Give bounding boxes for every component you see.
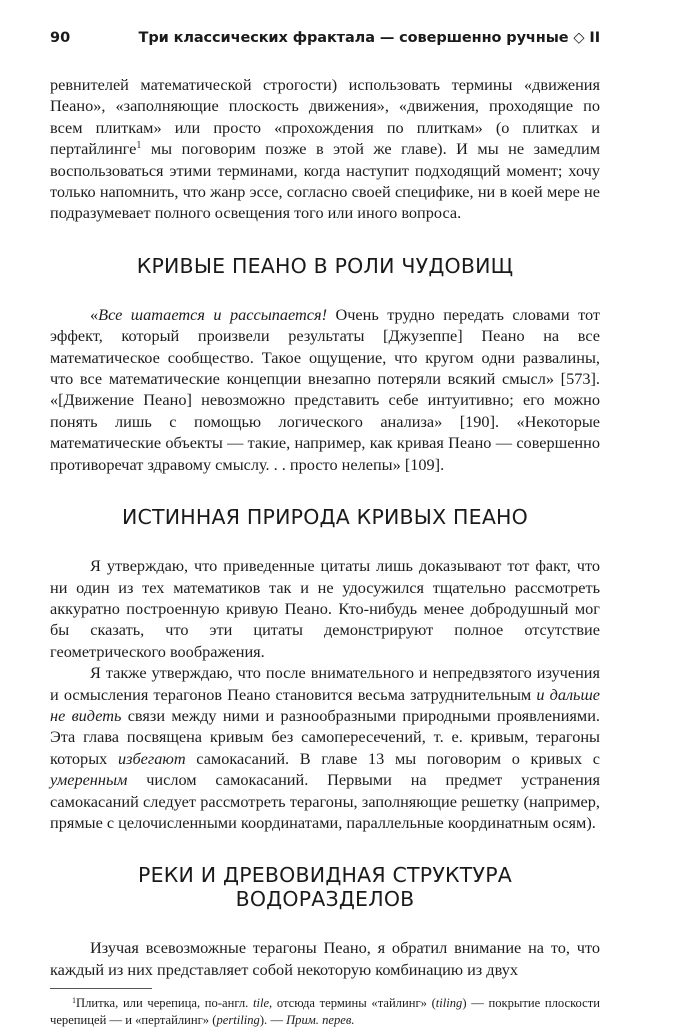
tn-text-a: Я также утверждаю, что после внимательного и непредвзятого изучения и осмысления терагонов Пеано становится весьма затруднительным [50,663,600,704]
section-heading-monsters: КРИВЫЕ ПЕАНО В РОЛИ ЧУДОВИЩ [136,253,514,278]
fn-text-d: ). — [259,1013,287,1028]
page-number: 90 [50,30,71,46]
fn-text-c: ) — покрытие плоскости черепицей — и «пертайлинг» ( [50,996,600,1028]
true-nature-paragraph-2 [50,662,600,833]
footnote [50,995,600,1029]
footnote-mark: 1 [72,996,76,1006]
quote-open: « [90,304,99,324]
intro-text-a: ревнителей математической строгости) использовать термины «движения Пеано», «заполняющие плоскость движения», «движения, проходящие по всем плиткам» или просто «прохождения по плиткам» (о плитках и пертайлинге [50,75,600,159]
true-nature-paragraph-1: Я утверждаю, что приведенные цитаты лишь доказывают тот факт, что ни один из тех математиков так и не удосужился тщательно рассмотреть аккуратно построенную кривую Пеано. Кто-нибудь менее добродушный мог бы сказать, что эти цитаты демонстрируют полное отсутствие геометрического воображения. [50,556,600,661]
fn-text-a: Плитка, или черепица, по-англ. [76,996,253,1011]
rivers-paragraph: Изучая всевозможные терагоны Пеано, я обратил внимание на то, что каждый из них представляет собой некоторую комбинацию из двух [50,938,600,979]
fn-italic-1: tile [252,996,270,1011]
fn-italic-2: tiling [435,996,463,1011]
tn-text-d: числом самокасаний. Первыми на предмет устранения самокасаний следует рассмотреть терагоны, заполняющие решетку (например, прямые с целочисленными координатами, параллельные координатным осям). [50,770,600,832]
fn-italic-4: Прим. перев. [286,1013,355,1028]
tn-italic-1: и дальше не видеть [50,684,600,725]
tn-italic-3: умеренным [50,770,128,790]
monsters-text: Очень трудно передать словами тот эффект, который произвели результаты [Джузеппе] Пеано на все математическое сообщество. Такое ощущение, что кругом одни развалины, что все математические концепции внезапно потеряли всякий смысл» [573]. «[Движение Пеано] невозможно представить себе интуитивно; его можно понять лишь с помощью логического анализа» [190]. «Некоторые математические объекты — такие, например, как кривая Пеано — совершенно противоречат здравому смыслу. . . просто нелепы» [109]. [50,304,601,474]
footnote-ref: 1 [136,140,142,152]
monsters-paragraph [50,304,600,475]
fn-italic-3: pertiling [216,1013,260,1028]
intro-paragraph [50,74,600,224]
running-title: Три классических фрактала — совершенно ручные ◇ II [138,30,600,46]
section-heading-true-nature: ИСТИННАЯ ПРИРОДА КРИВЫХ ПЕАНО [122,505,528,530]
section-heading-rivers: РЕКИ И ДРЕВОВИДНАЯ СТРУКТУРА ВОДОРАЗДЕЛОВ [138,863,512,912]
intro-text-b: мы поговорим позже в этой же главе). И мы не замедлим воспользоваться этими терминами, когда наступит подходящий момент; хочу только напомнить, что жанр эссе, согласно своей специфике, ни в коей мере не подразумевает полного освещения того или иного вопроса. [50,139,600,223]
book-page [50,30,600,1029]
tn-text-b: связи между ними и разнообразными природными проявлениями. Эта глава посвящена кривым без самопересечений, т. е. кривым, терагоны которых [50,705,600,768]
tn-italic-2: избегают [117,748,186,768]
quote-italic: Все шатается и рассыпается! [98,304,327,324]
running-head [50,30,600,52]
tn-text-c: самокасаний. В главе 13 мы поговорим о кривых с [185,748,600,768]
fn-text-b: , отсюда термины «тайлинг» ( [269,996,436,1011]
footnote-divider [50,988,152,989]
